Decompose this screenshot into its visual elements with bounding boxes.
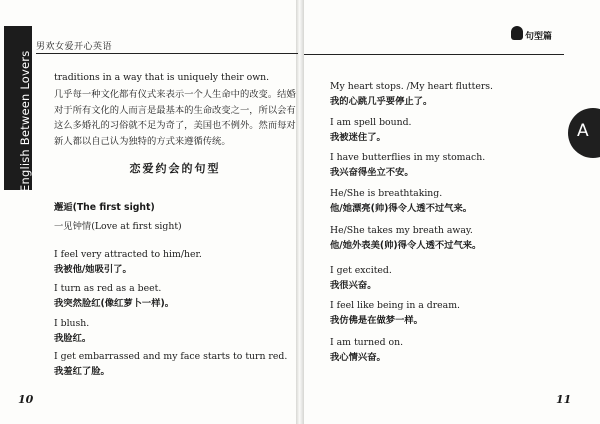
phrase-entry (54, 349, 296, 379)
phrase-entry (54, 281, 296, 311)
phrase-english: He/She is breathtaking. (330, 188, 443, 199)
phrase-chinese: 他/她外表美(帅)得令人透不过气来。 (330, 240, 482, 251)
phrase-english: I get embarrassed and my face starts to turn red. (54, 351, 288, 362)
phrase-chinese: 我仿佛是在做梦一样。 (330, 315, 423, 326)
intro-english: traditions in a way that is uniquely their own. (54, 72, 270, 83)
chapter-letter: A (577, 121, 589, 141)
phrase-english: I am spell bound. (330, 117, 412, 128)
phrase-english: I feel like being in a dream. (330, 300, 460, 311)
phrase-entry (330, 115, 560, 145)
intro-chinese: 几乎每一种文化都有仪式来表示一个人生命中的改变。结婚对于所有文化的人而言是最基本的生命改变之一，所以会有这么多婚礼的习俗就不足为奇了，美国也不例外。然而每对新人都以自己认为独特的方式来遵循传统。 (54, 89, 296, 147)
phrase-chinese: 我被迷住了。 (330, 132, 386, 143)
phrase-chinese: 我的心跳几乎要停止了。 (330, 96, 433, 107)
phrase-english: I have butterflies in my stomach. (330, 152, 486, 163)
phrase-chinese: 我很兴奋。 (330, 280, 377, 291)
sub-note-text: 一见钟情(Love at first sight) (54, 221, 182, 232)
sub-note (54, 219, 296, 234)
phrase-chinese: 我羞红了脸。 (54, 366, 110, 377)
phrase-entry (54, 247, 296, 277)
phrase-chinese: 我脸红。 (54, 333, 92, 344)
phrase-chinese: 我兴奋得坐立不安。 (330, 167, 414, 178)
page-number-left: 10 (18, 393, 34, 406)
phrase-chinese: 我被他/她吸引了。 (54, 264, 132, 275)
phrase-entry (330, 223, 560, 253)
page-number-right: 11 (556, 393, 572, 406)
phrase-english: I feel very attracted to him/her. (54, 249, 202, 260)
side-tab (4, 26, 32, 190)
running-head: 男欢女爱开心英语 (36, 42, 113, 52)
phrase-english: I turn as red as a beet. (54, 283, 162, 294)
phrase-chinese: 我心情兴奋。 (330, 352, 386, 363)
phrase-english: My heart stops. /My heart flutters. (330, 81, 493, 92)
phrase-english: He/She takes my breath away. (330, 225, 473, 236)
phrase-entry (330, 298, 560, 328)
phrase-english: I am turned on. (330, 337, 404, 348)
phrase-entry (330, 79, 560, 109)
phrase-english: I blush. (54, 318, 90, 329)
header-rule-left (36, 53, 298, 54)
phrase-entry (330, 150, 560, 180)
book-gutter (296, 0, 304, 424)
phrase-entry (330, 263, 560, 293)
phrase-entry (330, 335, 560, 365)
phrase-english: I get excited. (330, 265, 392, 276)
section-title: 恋爱约会的句型 (129, 162, 221, 175)
phrase-entry (330, 186, 560, 216)
subheading: 邂逅(The first sight) (54, 202, 155, 213)
header-rule-right (304, 54, 564, 55)
side-tab-text: English Between Lovers (18, 50, 32, 192)
phrase-chinese: 他/她漂亮(帅)得令人透不过气来。 (330, 203, 473, 214)
pattern-badge-icon (511, 26, 523, 40)
badge-label: 句型篇 (525, 32, 553, 42)
phrase-chinese: 我突然脸红(像红萝卜一样)。 (54, 298, 175, 309)
phrase-entry (54, 316, 296, 346)
